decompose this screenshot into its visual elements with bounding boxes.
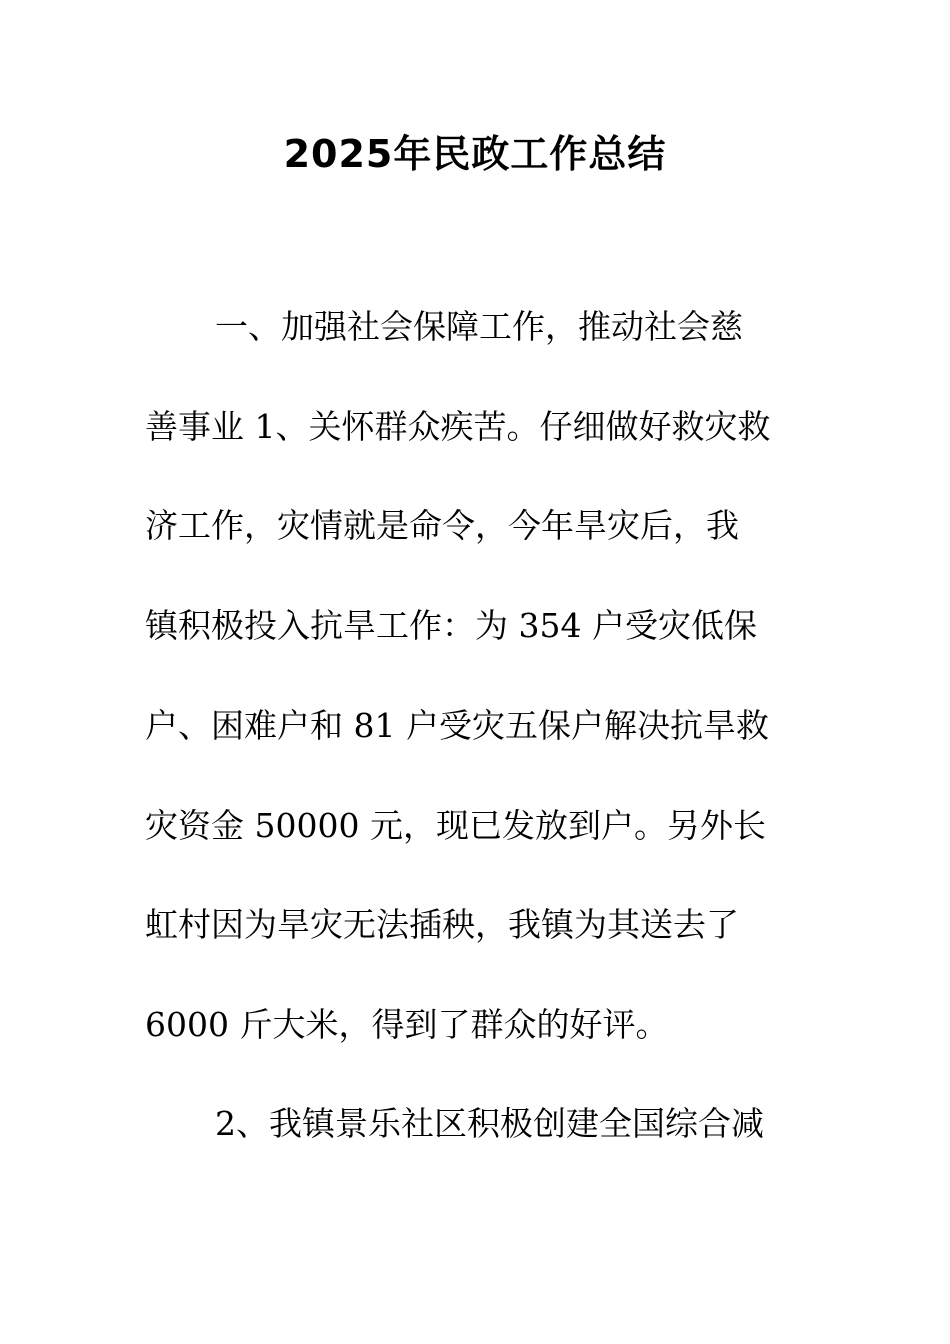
paragraph-line: 6000 斤大米，得到了群众的好评。 [145,1005,669,1044]
paragraph-line: 户、困难户和 81 户受灾五保户解决抗旱救 [145,706,769,745]
paragraph-line: 一、加强社会保障工作，推动社会慈 [215,307,743,346]
paragraph-line: 善事业 1、关怀群众疾苦。仔细做好救灾救 [145,407,771,446]
paragraph-line: 2、我镇景乐社区积极创建全国综合减 [215,1104,764,1143]
paragraph-line: 虹村因为旱灾无法插秧，我镇为其送去了 [145,905,739,944]
paragraph-line: 镇积极投入抗旱工作：为 354 户受灾低保 [145,606,757,645]
document-title: 2025年民政工作总结 [283,132,667,176]
paragraph-line: 灾资金 50000 元，现已发放到户。另外长 [145,806,766,845]
paragraph-line: 济工作，灾情就是命令，今年旱灾后，我 [145,506,739,545]
